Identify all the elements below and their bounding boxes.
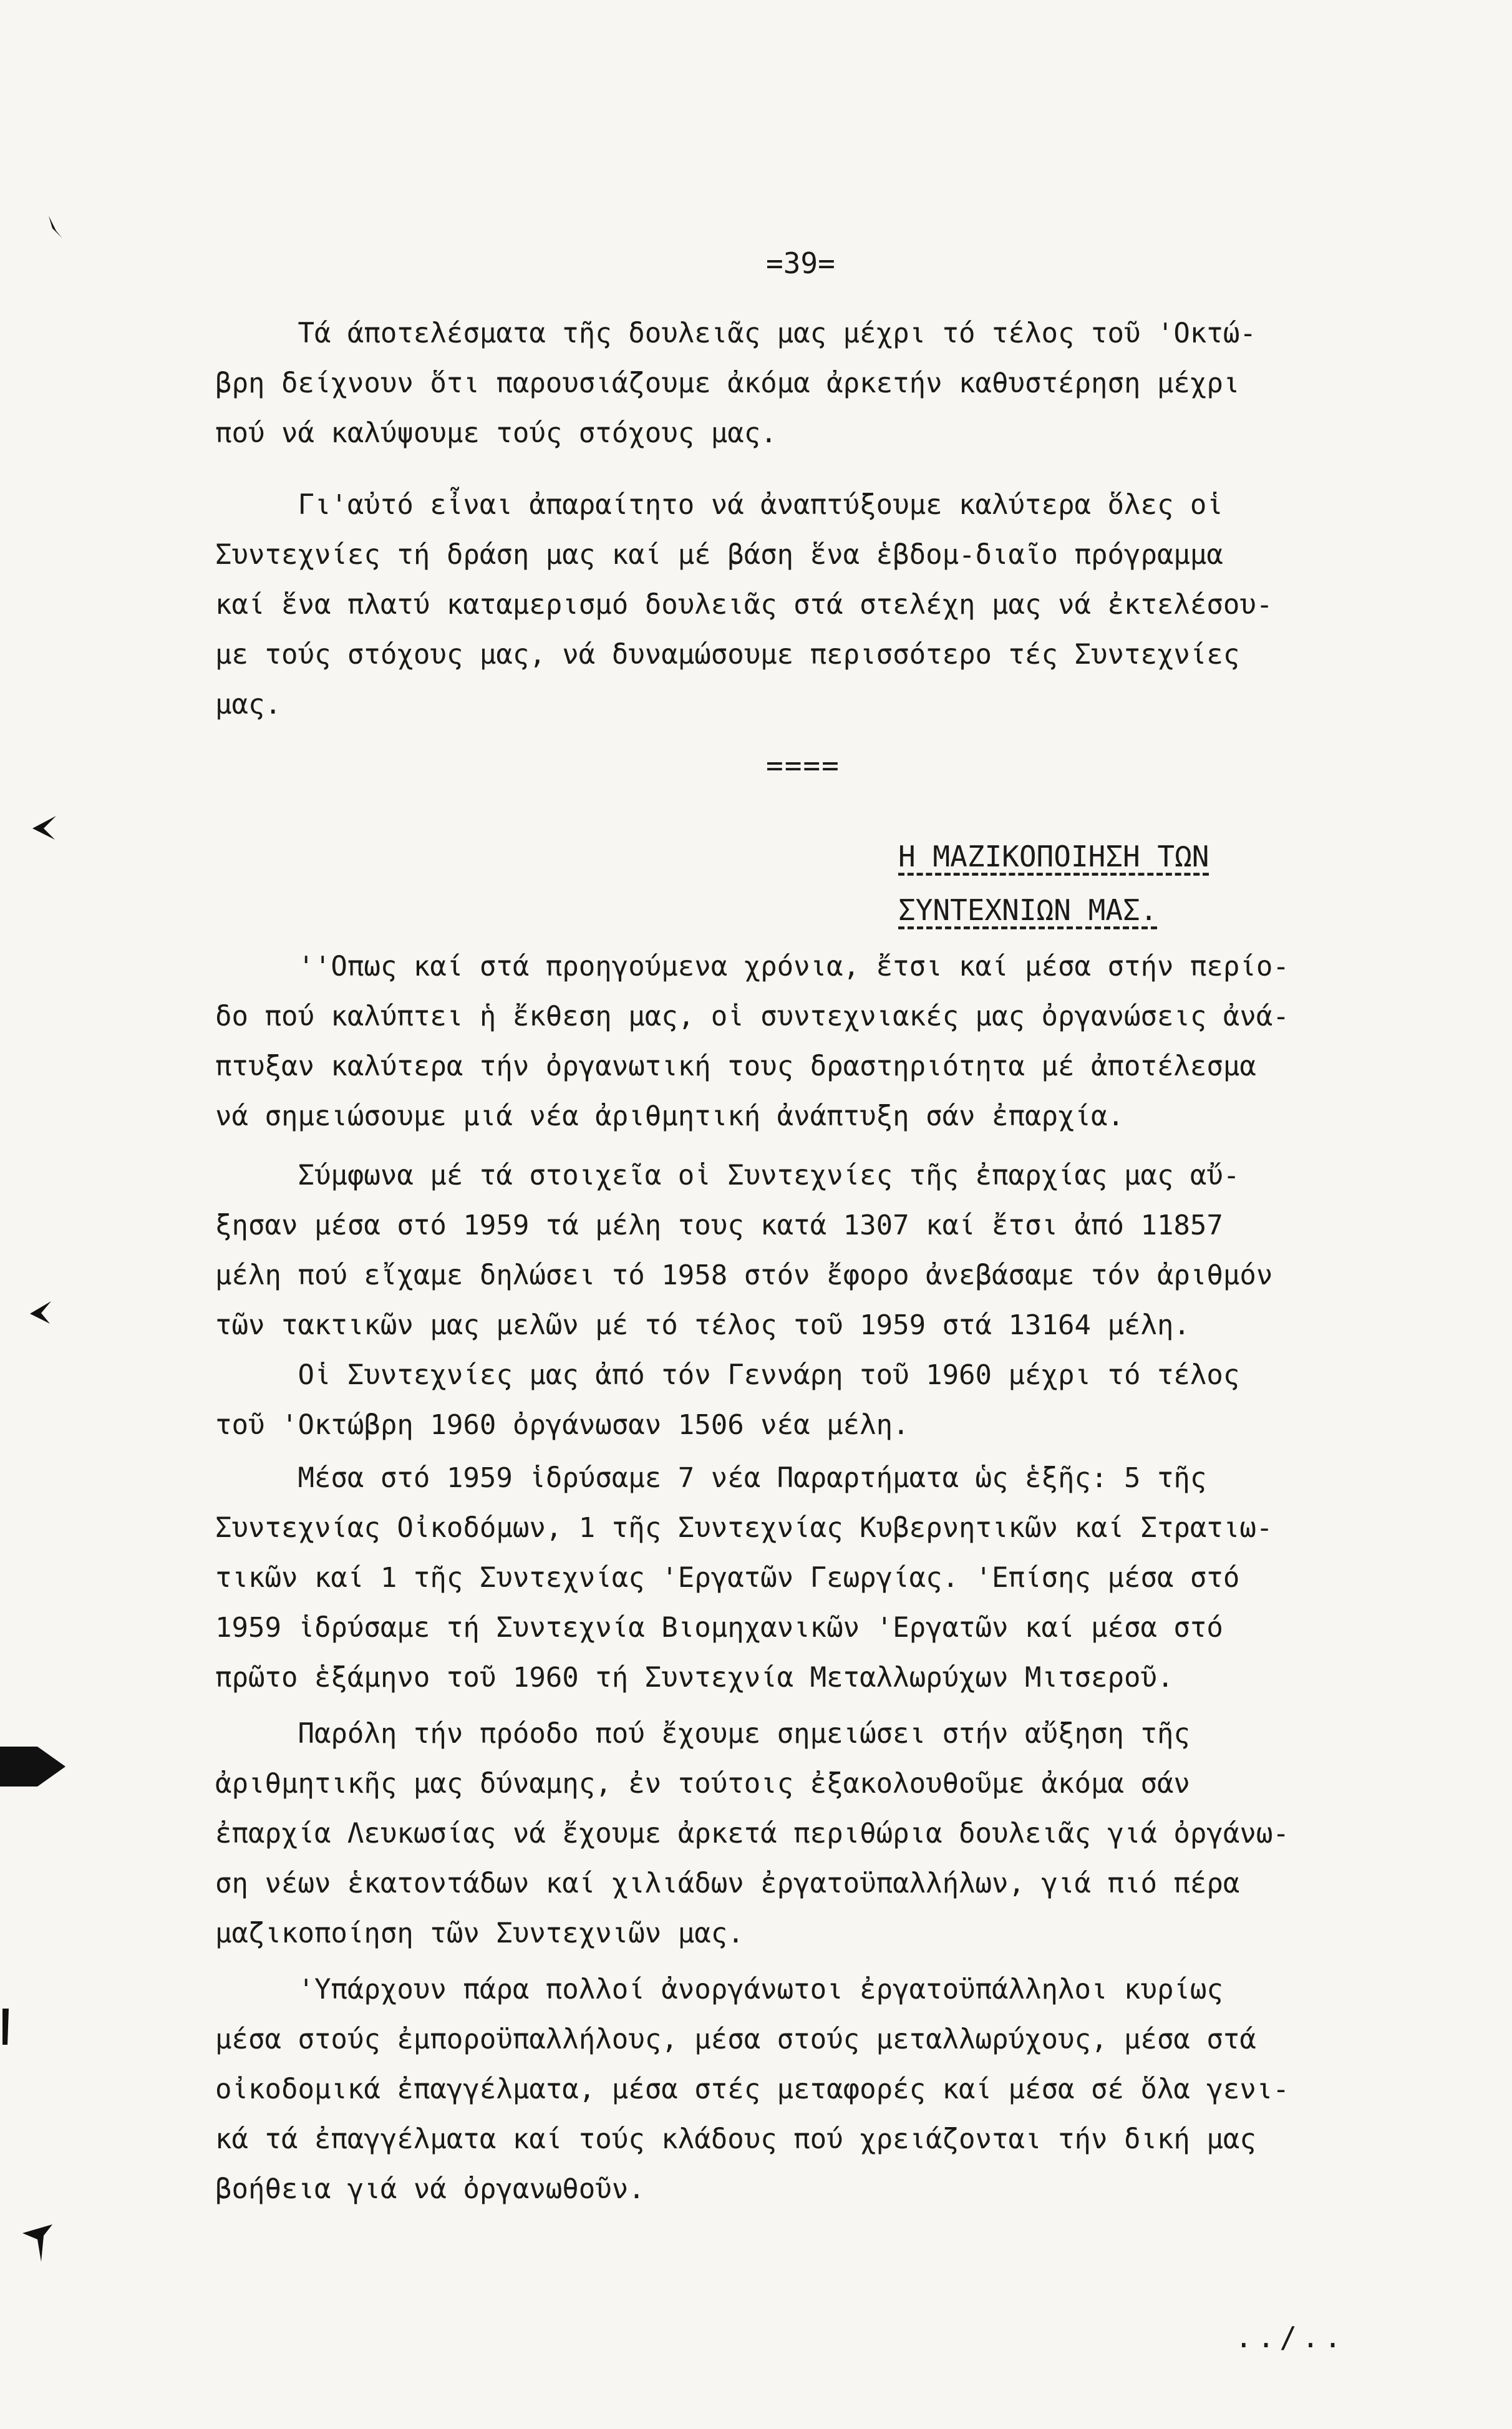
continued-marker: ../.. [1235,2320,1347,2354]
text-line: βρη δείχνουν ὅτι παρουσιάζουμε ἀκόμα ἀρκετήν καθυστέρηση μέχρι [215,367,1240,399]
text-line: δο πού καλύπτει ἡ ἔκθεση μας, οἱ συντεχνιακές μας ὀργανώσεις ἀνά- [215,1001,1289,1032]
section-heading [898,830,1209,937]
text-line: Παρόλη τήν πρόοδο πού ἔχουμε σημειώσει στήν αὔξηση τῆς [215,1718,1190,1750]
text-line: 'Υπάρχουν πάρα πολλοί ἀνοργάνωτοι ἐργατοϋπάλληλοι κυρίως [215,1974,1223,2005]
paragraph-5 [215,1350,1456,1450]
text-line: μας. [215,689,281,720]
text-line: ''Οπως καί στά προηγούμενα χρόνια, ἔτσι καί μέσα στήν περίο- [215,951,1289,982]
heading-line-2: ΣΥΝΤΕΧΝΙΩΝ ΜΑΣ. [898,893,1158,927]
text-line: ἐπαρχία Λευκωσίας νά ἔχουμε ἀρκετά περιθώρια δουλειᾶς γιά ὀργάνω- [215,1818,1289,1850]
text-line: πρῶτο ἑξάμηνο τοῦ 1960 τή Συντεχνία Μεταλλωρύχων Μιτσεροῦ. [215,1662,1174,1694]
text-line: Γι'αὐτό εἶναι ἀπαραίτητο νά ἀναπτύξουμε καλύτερα ὅλες οἱ [215,489,1223,521]
text-line: μαζικοποίηση τῶν Συντεχνιῶν μας. [215,1918,744,1949]
text-line: ἀριθμητικῆς μας δύναμης, ἐν τούτοις ἐξακολουθοῦμε ἀκόμα σάν [215,1768,1190,1800]
text-line: μέσα στούς ἐμποροϋπαλλήλους, μέσα στούς μεταλλωρύχους, μέσα στά [215,2024,1256,2055]
section-separator: ==== [766,749,840,782]
text-line: με τούς στόχους μας, νά δυναμώσουμε περισσότερο τές Συντεχνίες [215,639,1240,671]
text-line: τικῶν καί 1 τῆς Συντεχνίας 'Εργατῶν Γεωργίας. 'Επίσης μέσα στό [215,1562,1240,1594]
text-line: βοήθεια γιά νά ὀργανωθοῦν. [215,2173,645,2205]
text-line: Μέσα στό 1959 ἱδρύσαμε 7 νέα Παραρτήματα ὡς ἑξῆς: 5 τῆς [215,1462,1207,1494]
text-line: τῶν τακτικῶν μας μελῶν μέ τό τέλος τοῦ 1959 στά 13164 μέλη. [215,1309,1190,1341]
margin-mark-arrow-1 [25,811,62,842]
text-line: μέλη πού εἴχαμε δηλώσει τό 1958 στόν ἔφορο ἀνεβάσαμε τόν ἀριθμόν [215,1259,1273,1291]
paragraph-8 [215,1965,1456,2214]
text-line: 1959 ἱδρύσαμε τή Συντεχνία Βιομηχανικῶν 'Εργατῶν καί μέσα στό [215,1612,1223,1644]
text-line: νά σημειώσουμε μιά νέα ἀριθμητική ἀνάπτυξη σάν ἐπαρχία. [215,1100,1124,1132]
text-line: Σύμφωνα μέ τά στοιχεῖα οἱ Συντεχνίες τῆς ἐπαρχίας μας αὔ- [215,1160,1240,1191]
text-line: καί ἕνα πλατύ καταμερισμό δουλειᾶς στά στελέχη μας νά ἐκτελέσου- [215,589,1273,621]
text-line: πού νά καλύψουμε τούς στόχους μας. [215,417,777,449]
text-line: οἰκοδομικά ἐπαγγέλματα, μέσα στές μεταφορές καί μέσα σέ ὅλα γενι- [215,2073,1289,2105]
text-line: πτυξαν καλύτερα τήν ὀργανωτική τους δραστηριότητα μέ ἀποτέλεσμα [215,1050,1256,1082]
page-number: =39= [766,246,835,280]
paragraph-1 [215,309,1456,458]
margin-mark-arrow-3 [0,1740,69,1790]
paragraph-6 [215,1453,1456,1703]
paragraph-7 [215,1709,1456,1959]
margin-mark-arrow-2 [25,1297,56,1326]
text-line: ση νέων ἑκατοντάδων καί χιλιάδων ἐργατοϋπαλλήλων, γιά πιό πέρα [215,1868,1240,1899]
text-line: Συντεχνίες τή δράση μας καί μέ βάση ἕνα ἑβδομ-διαῖο πρόγραμμα [215,539,1223,571]
text-line: Συντεχνίας Οἰκοδόμων, 1 τῆς Συντεχνίας Κυβερνητικῶν καί Στρατιω- [215,1512,1273,1544]
text-line: Τά άποτελέσματα τῆς δουλειᾶς μας μέχρι τό τέλος τοῦ 'Οκτώ- [215,318,1256,349]
paragraph-3 [215,942,1456,1142]
text-line: ξησαν μέσα στό 1959 τά μέλη τους κατά 1307 καί ἔτσι ἀπό 11857 [215,1210,1223,1241]
text-line: τοῦ 'Οκτώβρη 1960 ὀργάνωσαν 1506 νέα μέλη. [215,1409,909,1441]
text-line: κά τά ἐπαγγέλματα καί τούς κλάδους πού χρειάζονται τήν δική μας [215,2123,1256,2155]
paragraph-2 [215,480,1456,730]
margin-mark-top [44,212,69,243]
text-line: Οἱ Συντεχνίες μας ἀπό τόν Γεννάρη τοῦ 1960 μέχρι τό τέλος [215,1359,1240,1391]
paragraph-4 [215,1151,1456,1350]
margin-mark-4 [0,2009,12,2046]
margin-mark-5 [19,2221,56,2264]
heading-line-1: Η ΜΑΖΙΚΟΠΟΙΗΣΗ ΤΩΝ [898,840,1209,873]
